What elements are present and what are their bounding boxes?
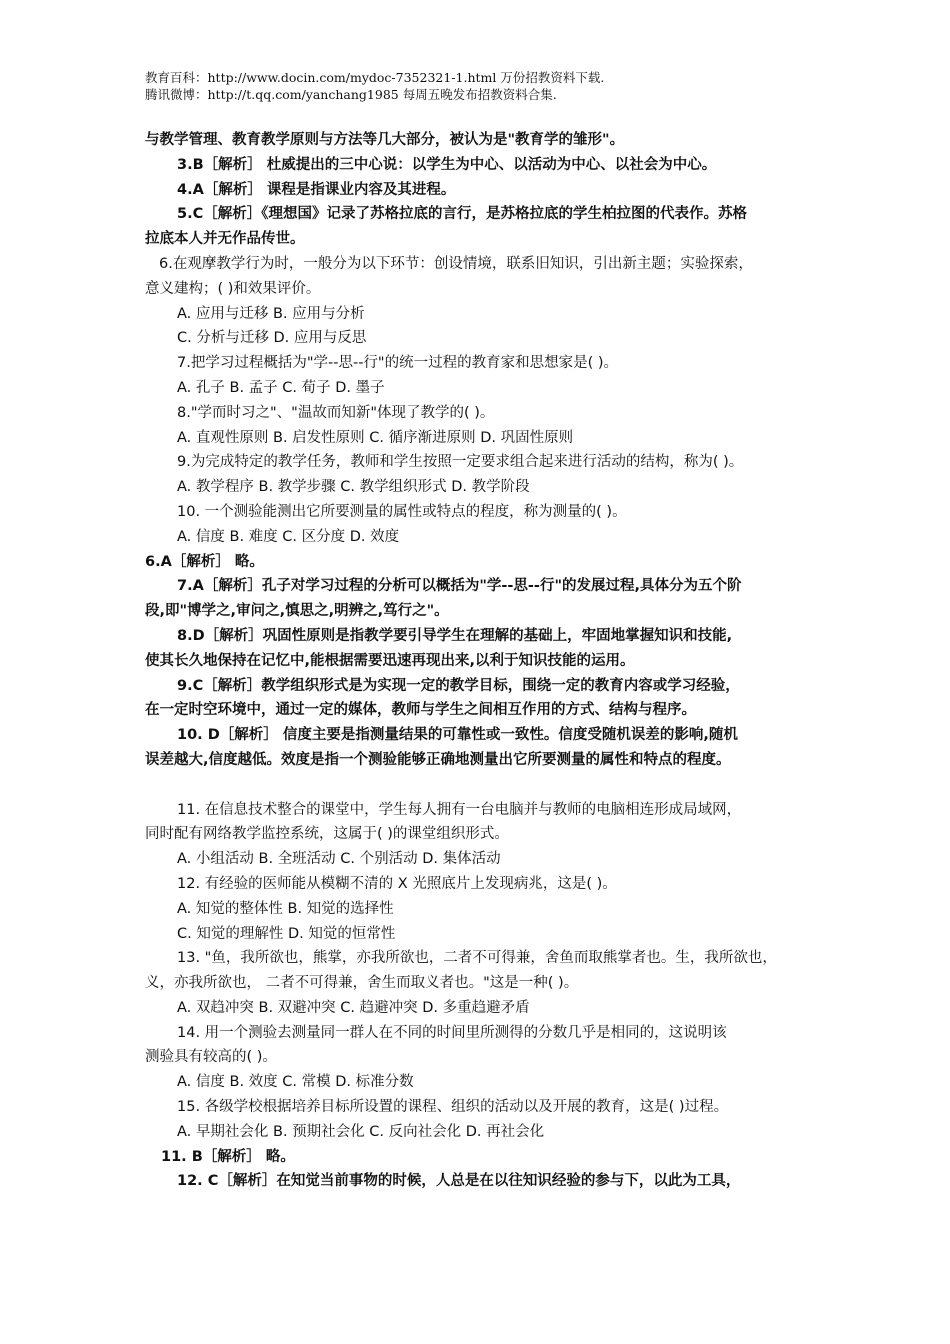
answer-4: 4.A［解析］ 课程是指课业内容及其进程。 (177, 181, 456, 198)
question-14-cont: 测验具有较高的( )。 (145, 1049, 277, 1066)
answer-continuation: 与教学管理、教育教学原则与方法等几大部分，被认为是"教育学的雏形"。 (145, 132, 625, 148)
question-9: 9.为完成特定的教学任务，教师和学生按照一定要求组合起来进行活动的结构，称为( )。 (177, 454, 744, 471)
question-11-cont: 同时配有网络教学监控系统，这属于( )的课堂组织形式。 (145, 826, 509, 843)
question-8: 8."学而时习之"、"温故而知新"体现了教学的( )。 (177, 404, 495, 421)
question-12-options-2: C. 知觉的理解性 D. 知觉的恒常性 (177, 925, 396, 942)
answer-8-cont: 使其长久地保持在记忆中,能根据需要迅速再现出来,以利于知识技能的运用。 (145, 652, 635, 669)
question-13-cont: 义，亦我所欲也， 二者不可得兼，舍生而取义者也。"这是一种( )。 (145, 975, 579, 992)
answer-10-cont: 误差越大,信度越低。效度是指一个测验能够正确地测量出它所要测量的属性和特点的程度。 (145, 751, 731, 768)
answer-8: 8.D［解析］巩固性原则是指教学要引导学生在理解的基础上，牢固地掌握知识和技能, (177, 627, 733, 644)
question-6-cont: 意义建构；( )和效果评价。 (145, 280, 321, 297)
question-7-options: A. 孔子 B. 孟子 C. 荀子 D. 墨子 (177, 379, 385, 396)
answer-10: 10. D［解析］ 信度主要是指测量结果的可靠性或一致性。信度受随机误差的影响,随机 (177, 727, 738, 744)
question-12: 12. 有经验的医师能从模糊不清的 X 光照底片上发现病兆，这是( )。 (177, 875, 617, 892)
answer-9: 9.C［解析］教学组织形式是为实现一定的教学目标，围绕一定的教育内容或学习经验， (177, 677, 740, 694)
answer-6: 6.A［解析］ 略。 (145, 553, 264, 570)
question-8-options: A. 直观性原则 B. 启发性原则 C. 循序渐进原则 D. 巩固性原则 (177, 429, 574, 446)
question-14: 14. 用一个测验去测量同一群人在不同的时间里所测得的分数几乎是相同的，这说明该 (177, 1024, 727, 1041)
document-body (145, 128, 810, 1194)
answer-11: 11. B［解析］ 略。 (161, 1148, 295, 1165)
question-15: 15. 各级学校根据培养目标所设置的课程、组织的活动以及开展的教育，这是( )过程。 (177, 1099, 729, 1116)
question-10: 10. 一个测验能测出它所要测量的属性或特点的程度，称为测量的( )。 (177, 503, 627, 520)
header-line-2: 腾讯微博：http://t.qq.com/yanchang1985 每周五晚发布招教资料合集. (145, 87, 557, 102)
answer-5-cont: 拉底本人并无作品传世。 (145, 231, 305, 248)
answer-7-cont: 段,即"博学之,审问之,慎思之,明辨之,笃行之"。 (145, 603, 449, 620)
question-9-options: A. 教学程序 B. 教学步骤 C. 教学组织形式 D. 教学阶段 (177, 479, 530, 496)
question-10-options: A. 信度 B. 难度 C. 区分度 D. 效度 (177, 528, 400, 545)
answer-5: 5.C［解析］《理想国》记录了苏格拉底的言行，是苏格拉底的学生柏拉图的代表作。苏格 (177, 206, 747, 223)
question-14-options: A. 信度 B. 效度 C. 常模 D. 标准分数 (177, 1074, 414, 1091)
question-13: 13. "鱼，我所欲也，熊掌，亦我所欲也，二者不可得兼，舍鱼而取熊掌者也。生，我所欲也， (177, 950, 777, 967)
question-6: 6.在观摩教学行为时，一般分为以下环节：创设情境，联系旧知识，引出新主题；实验探索， (159, 255, 753, 272)
question-11-options: A. 小组活动 B. 全班活动 C. 个别活动 D. 集体活动 (177, 851, 501, 868)
answer-3: 3.B［解析］ 杜威提出的三中心说：以学生为中心、以活动为中心、以社会为中心。 (177, 156, 717, 173)
question-11: 11. 在信息技术整合的课堂中，学生每人拥有一台电脑并与教师的电脑相连形成局域网， (177, 801, 742, 818)
question-6-options-1: A. 应用与迁移 B. 应用与分析 (177, 305, 365, 322)
answer-12: 12. C［解析］在知觉当前事物的时候，人总是在以往知识经验的参与下，以此为工具， (177, 1173, 741, 1190)
question-12-options-1: A. 知觉的整体性 B. 知觉的选择性 (177, 900, 394, 917)
question-7: 7.把学习过程概括为"学--思--行"的统一过程的教育家和思想家是( )。 (177, 355, 619, 372)
question-6-options-2: C. 分析与迁移 D. 应用与反思 (177, 330, 367, 347)
header-line-1: 教育百科：http://www.docin.com/mydoc-7352321-1.html 万份招教资料下载. (145, 70, 605, 85)
paragraph-gap (145, 773, 810, 798)
question-13-options: A. 双趋冲突 B. 双避冲突 C. 趋避冲突 D. 多重趋避矛盾 (177, 999, 530, 1016)
answer-9-cont: 在一定时空环境中，通过一定的媒体，教师与学生之间相互作用的方式、结构与程序。 (145, 702, 696, 719)
question-15-options: A. 早期社会化 B. 预期社会化 C. 反向社会化 D. 再社会化 (177, 1123, 545, 1140)
answer-7: 7.A［解析］孔子对学习过程的分析可以概括为"学--思--行"的发展过程,具体分为五个阶 (177, 578, 742, 595)
